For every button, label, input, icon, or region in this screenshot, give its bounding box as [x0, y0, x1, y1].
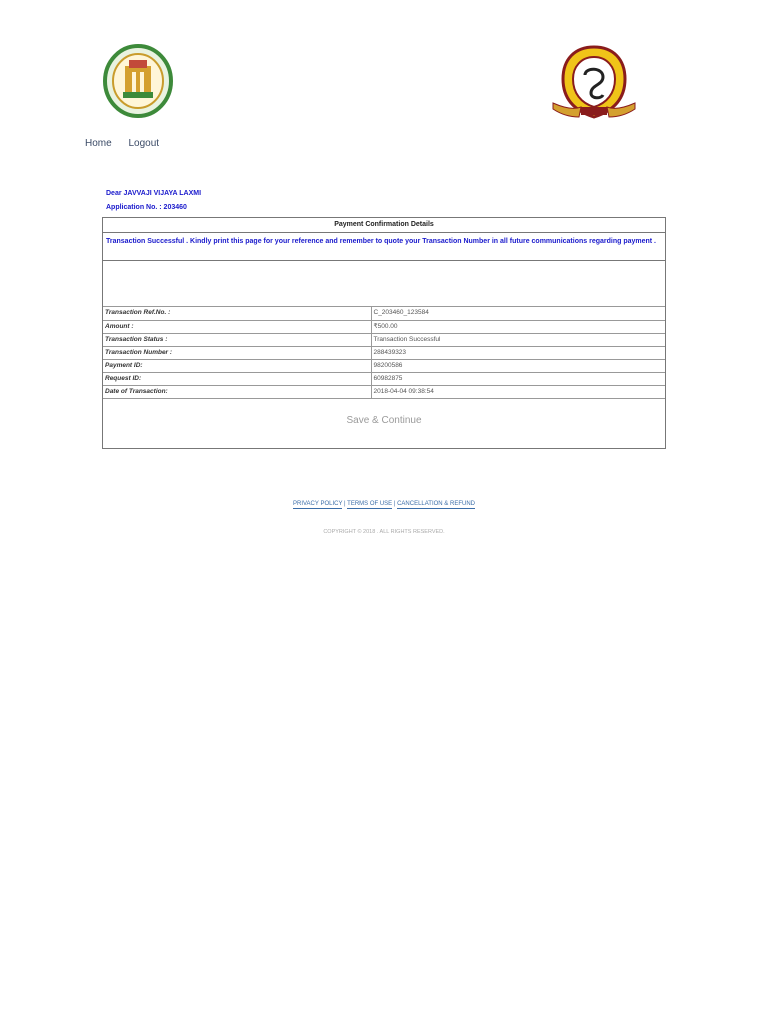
application-number: Application No. : 203460	[106, 204, 187, 211]
table-row	[103, 307, 665, 320]
osmania-university-emblem-icon	[551, 45, 637, 121]
cancellation-refund-link[interactable]: CANCELLATION & REFUND	[397, 501, 475, 507]
table-row	[103, 333, 665, 346]
detail-label: Payment ID:	[103, 359, 371, 372]
detail-value: 98200586	[371, 359, 665, 372]
panel-spacer	[103, 261, 665, 307]
transaction-details-table	[103, 307, 665, 399]
detail-value: Transaction Successful	[371, 333, 665, 346]
detail-value: ₹500.00	[371, 320, 665, 333]
table-row	[103, 346, 665, 359]
nav-home-link[interactable]: Home	[85, 138, 112, 149]
copyright-text: COPYRIGHT © 2018 . ALL RIGHTS RESERVED.	[323, 529, 445, 535]
detail-value: 288439323	[371, 346, 665, 359]
detail-label: Transaction Ref.No. :	[103, 307, 371, 320]
detail-label: Transaction Status :	[103, 333, 371, 346]
detail-value: C_203460_123584	[371, 307, 665, 320]
payment-confirmation-panel	[102, 217, 666, 449]
detail-label: Transaction Number :	[103, 346, 371, 359]
detail-label: Date of Transaction:	[103, 385, 371, 398]
table-row	[103, 320, 665, 333]
panel-title: Payment Confirmation Details	[103, 218, 665, 233]
table-row	[103, 372, 665, 385]
telangana-emblem-icon	[103, 44, 173, 120]
save-area	[103, 399, 665, 428]
detail-value: 2018-04-04 09:38:54	[371, 385, 665, 398]
detail-value: 60982875	[371, 372, 665, 385]
privacy-policy-link[interactable]: PRIVACY POLICY	[293, 501, 343, 507]
detail-label: Request ID:	[103, 372, 371, 385]
save-continue-button[interactable]: Save & Continue	[340, 414, 427, 427]
terms-of-use-link[interactable]: TERMS OF USE	[347, 501, 393, 507]
nav-logout-link[interactable]: Logout	[128, 138, 160, 149]
greeting-name: Dear JAVVAJI VIJAYA LAXMI	[106, 190, 202, 197]
footer-separator: |	[393, 501, 396, 507]
table-row	[103, 359, 665, 372]
transaction-message: Transaction Successful . Kindly print this page for your reference and remember to quote your Transaction Number in all future communications regarding payment .	[103, 233, 665, 261]
detail-label: Amount :	[103, 320, 371, 333]
footer-separator: |	[344, 501, 346, 507]
top-nav	[85, 138, 173, 149]
table-row	[103, 385, 665, 398]
footer-links	[0, 501, 768, 507]
